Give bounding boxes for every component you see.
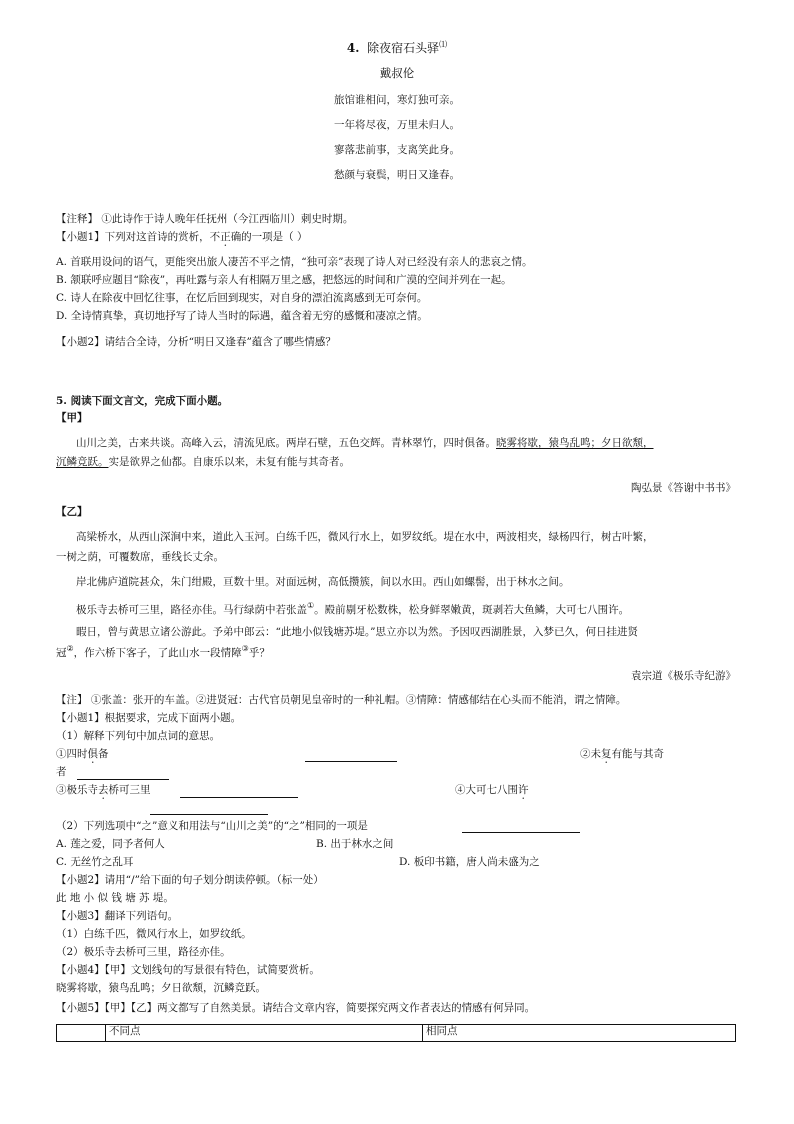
table-header-differences[interactable]: 不同点 [106,1025,423,1042]
q4-poem-title: 除夜宿石头驿 [367,41,440,55]
q5-word-1 [56,748,109,766]
q5-word-3-a: ③极乐寺 [56,784,98,796]
q5-word-3-dotted: 去 [98,784,109,796]
q4-number: 4. [346,41,360,55]
q5-sub4-heading: 【小题4】【甲】文划线句的写景很有特色，试简要赏析。 [56,964,320,976]
q5-word-1-c: 备 [98,748,109,760]
q5-footnote-ref-2: ② [66,644,74,653]
q5-jia-line-2 [56,456,350,469]
q5-yi-source: 袁宗道《极乐寺纪游》 [631,670,736,682]
q5-sub1-part1: （1）解释下列句中加点词的意思。 [56,730,221,742]
q4-poem-line-4: 愁颜与衰鬓，明日又逢春。 [334,169,460,181]
q4-option-a[interactable]: A. 首联用设问的语气，更能突出旅人凄苦不平之情，“独可亲”表现了诗人对已经没有亲人的悲哀之情。 [56,256,533,268]
q5-jia-underlined-2: 沉鳞竞跃。 [56,456,109,468]
q5-yi-p4-line-2 [56,644,270,660]
q4-note: 【注释】 ①此诗作于诗人晚年任抚州（今江西临川）刺史时期。 [56,213,354,225]
q5-footnote-ref-1: ① [307,601,315,610]
q5-yi-p1-line-2: 一树之荫，可覆数席，垂线长丈余。 [56,551,224,563]
q5-option-c[interactable]: C. 无丝竹之乱耳 [56,856,134,868]
q5-sub2-sentence[interactable]: 此 地 小 似 钱 塘 苏 堤。 [56,892,174,904]
q5-sub3-item-1: （1）白练千匹，微风行水上，如罗纹纸。 [56,928,252,940]
q5-note: 【注】 ①张盖：张开的车盖。②进贤冠：古代官员朝见皇帝时的一种礼帽。③情障：情感郁结在心头而不能消，谓之情障。 [56,694,627,706]
q5-word-4 [455,784,529,802]
q4-sub1-question [56,231,308,249]
q5-word-1-a: ①四时 [56,748,88,760]
q5-option-d[interactable]: D. 板印书籍，唐人尚未盛为之 [399,856,540,868]
q4-poem-line-2: 一年将尽夜，万里未归人。 [334,119,460,131]
q4-sub1-emph: 正 [220,231,231,243]
q5-word-1-dotted: 俱 [87,748,98,760]
q4-sub1-text-a: 【小题1】下列对这首诗的赏析，不 [56,231,221,243]
q5-yi-p4-line-1: 暇日，曾与黄思立诸公游此。予弟中郎云：“此地小似钱塘苏堤。”思立亦以为然。予因叹西湖胜景，入梦已久，何日挂进贤 [76,626,638,638]
q5-yi-p1-line-1: 高梁桥水，从西山深涧中来，道此入玉河。白练千匹，微风行水上，如罗纹纸。堤在水中，两波相夹，绿杨四行，树古叶繁， [76,531,654,543]
q5-word-1-blank[interactable] [305,761,397,762]
q4-poem-line-3: 寥落悲前事，支离笑此身。 [334,144,460,156]
q5-word-3-c: 桥可三里 [108,784,151,796]
q4-option-d[interactable]: D. 全诗情真挚，真切地抒写了诗人当时的际遇，蕴含着无穷的感慨和凄凉之情。 [56,310,428,322]
q5-word-4-dotted: 许 [518,784,529,796]
q5-jia-line-1 [76,437,654,450]
q5-jia-label: 【甲】 [56,412,88,424]
q5-word-2-c: 有能与其奇 [611,748,664,760]
q5-yi-p2: 岸北佛庐道院甚众，朱门绀殿，亘数十里。对面远树，高低攒簇，间以水田。西山如螺髻，出于林水之间。 [76,576,570,588]
q4-poem-line-1: 旅馆谁相问，寒灯独可亲。 [334,94,460,106]
q4-sub1-text-c: 确的一项是（ ） [230,231,308,243]
q5-yi-p3 [76,601,629,617]
q5-sub2-heading: 【小题2】请用“/”给下面的句子划分朗读停顿。（标一处） [56,874,324,886]
q5-word-2-a: ②未 [580,748,601,760]
q5-word-2-blank[interactable] [77,779,169,780]
q5-option-a[interactable]: A. 莲之爱，同予者何人 [56,838,165,850]
q4-sub2-question: 【小题2】请结合全诗，分析“明日又逢春”蕴含了哪些情感？ [56,336,336,348]
q5-sub4-sentence: 晓雾将歇，猿鸟乱鸣；夕日欲颓，沉鳞竞跃。 [56,982,266,994]
q5-word-4-blank[interactable] [150,814,268,815]
table-cell-blank [57,1025,106,1042]
q5-word-3-blank[interactable] [180,797,298,798]
q5-sub1-part2-blank[interactable] [462,832,580,833]
q5-word-2 [580,748,664,766]
q5-jia-source: 陶弘景《答谢中书书》 [631,482,736,494]
q5-jia-text-b: 实是欲界之仙都。自康乐以来，未复有能与其奇者。 [108,456,350,468]
q5-yi-p3-text-a: 极乐寺去桥可三里，路径亦佳。马行绿荫中若张盖 [76,604,307,616]
q5-sub3-item-2: （2）极乐寺去桥可三里，路径亦佳。 [56,946,231,958]
q5-footnote-ref-3: ③ [241,644,249,653]
q5-sub1-heading: 【小题1】根据要求，完成下面两小题。 [56,712,242,724]
q4-option-c[interactable]: C. 诗人在除夜中回忆往事，在忆后回到现实，对自身的漂泊流离感到无可奈何。 [56,292,428,304]
q4-author: 戴叔伦 [379,66,415,80]
q5-option-b[interactable]: B. 出于林水之间 [316,838,394,850]
q5-word-2-end: 者 [56,766,67,778]
q5-yi-label: 【乙】 [56,506,88,518]
q5-yi-p3-text-b: 。殿前剔牙松数株，松身鲜翠嫩黄，斑剥若大鱼鳞，大可七八围许。 [314,604,630,616]
q5-yi-p4-text-2: ，作六桥下客子，了此山水一段情障 [73,647,242,659]
q5-jia-text-a: 山川之美，古来共谈。高峰入云，清流见底。两岸石壁，五色交辉。青林翠竹，四时俱备。 [76,437,496,449]
q4-option-b[interactable]: B. 颔联呼应题目“除夜”，再吐露与亲人有相隔万里之感，把悠远的时间和广漠的空间并列在一起。 [56,274,512,286]
q5-word-3 [56,784,151,802]
table-row [57,1025,736,1042]
q5-jia-underlined-1: 晓雾将歇，猿鸟乱鸣；夕日欲颓， [496,437,654,449]
q5-sub3-heading: 【小题3】翻译下列语句。 [56,910,179,922]
q5-heading: 5. 阅读下面文言文，完成下面小题。 [56,395,229,407]
comparison-table [56,1024,736,1042]
q5-sub1-part2: （2）下列选项中“之”意义和用法与“山川之美”的“之”相同的一项是 [56,820,368,832]
q5-word-2-dotted: 复 [601,748,612,760]
q5-sub5-heading: 【小题5】【甲】【乙】两文都写了自然美景。请结合文章内容，简要探究两文作者表达的情感有何异同。 [56,1002,536,1014]
q4-title-line [0,40,794,56]
q5-yi-p4-text-3: 乎？ [248,647,270,659]
table-header-similarities[interactable]: 相同点 [423,1025,736,1042]
q5-word-4-a: ④大可七八围 [455,784,518,796]
q4-title-note: ⑴ [439,40,448,49]
q5-yi-p4-text-1: 冠 [56,647,67,659]
